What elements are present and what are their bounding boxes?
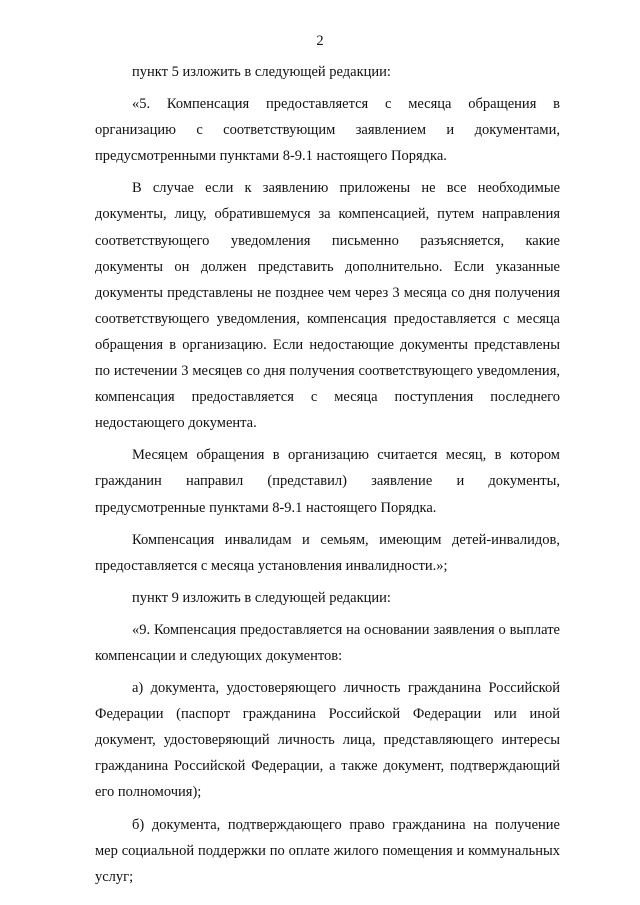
paragraph-amend-p9: пункт 9 изложить в следующей редакции: (132, 589, 391, 606)
paragraph-p9-text: «9. Компенсация предоставляется на основании заявления о выплате компенсации и следующих документов: (95, 621, 560, 664)
paragraph-amend-p5: пункт 5 изложить в следующей редакции: (132, 64, 391, 80)
paragraph-month-of-application: Месяцем обращения в организацию считается месяц, в котором гражданин направил (представил) заявление и документы, предусмотренные пунктами 8-9.1 настоящего Порядка. (95, 447, 560, 516)
paragraph-p5-text: «5. Компенсация предоставляется с месяца обращения в организацию с соответствующим заявлением и документами, предусмотренными пунктами 8-9.1 настоящего Порядка. (95, 96, 560, 165)
document-body (95, 59, 560, 890)
paragraph-disabled-compensation: Компенсация инвалидам и семьям, имеющим детей-инвалидов, предоставляется с месяца установления инвалидности.»; (95, 531, 560, 574)
paragraph-missing-documents: В случае если к заявлению приложены не все необходимые документы, лицу, обратившемуся за компенсацией, путем направления соответствующего уведомления письменно разъясняется, какие документы он должен представить дополнительно. Если указанные документы представлены не позднее чем через 3 месяца со дня получения соответствующего уведомления, компенсация предоставляется с месяца обращения в организацию. Если недостающие документы представлены по истечении 3 месяцев со дня получения соответствующего уведомления, компенсация предоставляется с месяца поступления последнего недостающего документа. (95, 180, 560, 432)
list-item-b: б) документа, подтверждающего право гражданина на получение мер социальной поддержки по оплате жилого помещения и коммунальных услуг; (95, 816, 560, 885)
list-item-a: а) документа, удостоверяющего личность гражданина Российской Федерации (паспорт гражданина Российской Федерации или иной документ, удостоверяющий личность лица, представляющего интересы гражданина Российской Федерации, а также документ, подтверждающий его полномочия); (95, 680, 560, 801)
page-number: 2 (316, 33, 324, 49)
